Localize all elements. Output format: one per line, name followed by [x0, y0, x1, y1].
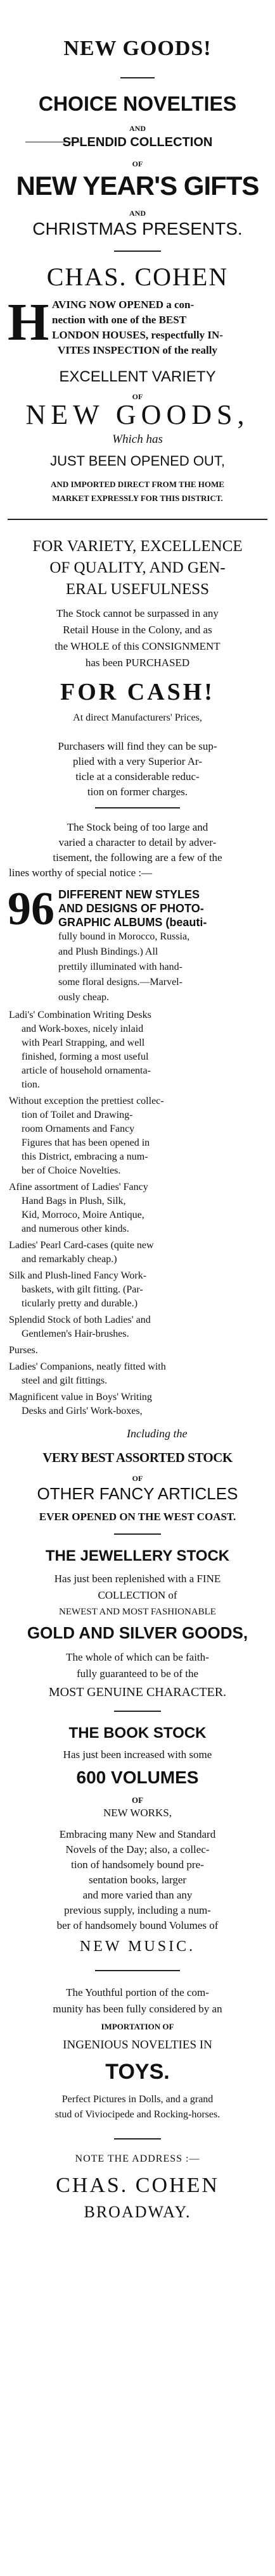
- address-name: CHAS. COHEN: [56, 2174, 219, 2197]
- manufacturer-prices: At direct Manufacturers' Prices,: [73, 712, 202, 723]
- ingenious-novelties: INGENIOUS NOVELTIES IN: [63, 2038, 212, 2052]
- item-text: Ladies' Companions, neatly fitted with: [9, 1361, 166, 1372]
- divider: [120, 77, 155, 78]
- new-goods: NEW GOODS,: [25, 399, 250, 430]
- divider: [114, 251, 161, 252]
- stock-intro: tisement, the following are a few of the: [53, 851, 222, 864]
- variety-headline: OF QUALITY, AND GEN-: [49, 559, 226, 576]
- jewellery-text: Has just been replenished with a FINE: [54, 1573, 221, 1585]
- address-note: NOTE THE ADDRESS :—: [75, 2153, 200, 2164]
- toys-text: Perfect Pictures in Dolls, and a grand: [61, 2094, 214, 2105]
- new-music: NEW MUSIC.: [79, 1938, 196, 1955]
- album-text: prettily illuminated with hand-: [58, 962, 182, 972]
- toys-text: munity has been fully considered by an: [53, 2003, 222, 2015]
- item-text: finished, forming a most useful: [22, 1051, 149, 1062]
- item-text: Purses.: [9, 1345, 38, 1356]
- intro-line-4: CHRISTMAS PRESENTS.: [32, 219, 243, 238]
- book-text: sentation books, larger: [88, 1874, 187, 1886]
- book-text: Has just been increased with some: [63, 1749, 212, 1761]
- item-text: Hand Bags in Plush, Silk,: [22, 1196, 126, 1206]
- album-text: AND DESIGNS OF PHOTO-: [58, 902, 204, 915]
- stock-intro: lines worthy of special notice :—: [9, 867, 153, 879]
- item-text: this District, embracing a num-: [22, 1151, 148, 1162]
- book-title: THE BOOK STOCK: [68, 1725, 207, 1742]
- purchasers-text: tion on former charges.: [87, 786, 188, 798]
- item-text: tion.: [22, 1079, 40, 1090]
- announcement-line: LONDON HOUSES, respectfully IN-: [52, 329, 223, 341]
- album-text: fully bound in Morocco, Russia,: [58, 931, 190, 942]
- announcement-line: nection with one of the BEST: [52, 314, 187, 326]
- other-of: OF: [132, 1474, 143, 1483]
- toys-title: TOYS.: [105, 2060, 170, 2084]
- stock-text: The Stock cannot be surpassed in any: [56, 607, 219, 619]
- book-text: tion of handsomely bound pre-: [71, 1859, 204, 1871]
- variety-headline: ERAL USEFULNESS: [65, 581, 210, 598]
- intro-line-1: CHOICE NOVELTIES: [38, 92, 237, 115]
- genuine-character: MOST GENUINE CHARACTER.: [48, 1685, 227, 1699]
- book-text: Embracing many New and Standard: [59, 1828, 216, 1840]
- book-text: previous supply, including a num-: [64, 1904, 211, 1916]
- which-has: Which has: [112, 433, 163, 446]
- drop-cap: H: [8, 293, 49, 352]
- item-text: Without exception the prettiest collec-: [9, 1096, 164, 1106]
- intro-line-3: NEW YEAR'S GIFTS: [16, 171, 259, 201]
- album-text: DIFFERENT NEW STYLES: [58, 888, 200, 901]
- variety-headline: FOR VARIETY, EXCELLENCE: [32, 538, 243, 555]
- album-text: ously cheap.: [58, 992, 109, 1003]
- item-text: Kid, Morroco, Moire Antique,: [22, 1210, 144, 1220]
- item-text: tion of Toilet and Drawing-: [22, 1110, 133, 1120]
- west-coast: EVER OPENED ON THE WEST COAST.: [39, 1511, 236, 1523]
- divider: [95, 807, 180, 808]
- imported-line: AND IMPORTED DIRECT FROM THE HOME: [51, 480, 224, 489]
- gold-silver-goods: GOLD AND SILVER GOODS,: [27, 1623, 248, 1642]
- stock-intro: varied a character to detail by adver-: [58, 836, 217, 848]
- intro-and-2: AND: [129, 209, 146, 218]
- divider: [114, 1711, 161, 1712]
- item-text: steel and gilt fittings.: [22, 1375, 108, 1386]
- purchasers-text: Purchasers will find they can be sup-: [58, 740, 217, 752]
- excellent-variety: EXCELLENT VARIETY: [59, 368, 216, 385]
- stock-text: the WHOLE of this CONSIGNMENT: [54, 640, 221, 652]
- divider: [114, 1533, 161, 1535]
- for-cash: FOR CASH!: [60, 679, 215, 705]
- item-text: Ladi's' Combination Writing Desks: [9, 1010, 151, 1020]
- item-text: with Pearl Strapping, and well: [22, 1037, 145, 1048]
- jewellery-text: The whole of which can be faith-: [66, 1651, 209, 1663]
- item-text: and remarkably cheap.): [22, 1254, 117, 1265]
- toys-text: stud of Viviocipede and Rocking-horses.: [54, 2109, 221, 2120]
- toys-text: The Youthful portion of the com-: [66, 1986, 209, 1998]
- item-text: Gentlemen's Hair-brushes.: [22, 1328, 129, 1339]
- book-of: OF: [131, 1795, 144, 1805]
- variety-of: OF: [132, 392, 143, 401]
- jewellery-text: fully guaranteed to be of the: [76, 1668, 199, 1680]
- item-text: Silk and Plush-lined Fancy Work-: [9, 1270, 147, 1281]
- announcement-line: AVING NOW OPENED a con-: [52, 299, 195, 311]
- purchasers-text: ticle at a considerable reduc-: [75, 771, 200, 783]
- imported-line: MARKET EXPRESSLY FOR THIS DISTRICT.: [52, 493, 223, 503]
- item-text: article of household ornamenta-: [22, 1065, 151, 1076]
- item-text: Ladies' Pearl Card-cases (quite new: [9, 1240, 154, 1251]
- announcement-line: VITES INSPECTION of the really: [58, 344, 217, 356]
- very-best-stock: VERY BEST ASSORTED STOCK: [42, 1450, 233, 1465]
- jewellery-text: NEWEST AND MOST FASHIONABLE: [59, 1607, 216, 1617]
- divider: [8, 519, 267, 520]
- purchasers-text: plied with a very Superior Ar-: [72, 755, 203, 767]
- book-text: Novels of the Day; also, a collec-: [65, 1843, 210, 1855]
- item-text: and numerous other kinds.: [22, 1223, 129, 1234]
- other-fancy-articles: OTHER FANCY ARTICLES: [37, 1484, 238, 1503]
- intro-and: AND: [129, 124, 146, 133]
- jewellery-text: COLLECTION of: [98, 1589, 177, 1601]
- item-text: Splendid Stock of both Ladies' and: [9, 1315, 151, 1325]
- stock-text: has been PURCHASED: [85, 657, 190, 669]
- item-text: room Ornaments and Fancy: [22, 1124, 135, 1134]
- album-text: some floral designs.—Marvel-: [58, 977, 182, 988]
- new-works: NEW WORKS,: [103, 1807, 172, 1819]
- item-text: ber of Choice Novelties.: [22, 1165, 121, 1176]
- divider: [114, 2138, 161, 2139]
- headline: NEW GOODS!: [63, 37, 212, 60]
- stock-intro: The Stock being of too large and: [67, 821, 208, 833]
- just-opened: JUST BEEN OPENED OUT,: [50, 453, 225, 469]
- album-text: and Plush Bindings.) All: [58, 946, 158, 957]
- album-count: 96: [8, 883, 54, 935]
- jewellery-title: THE JEWELLERY STOCK: [45, 1547, 230, 1564]
- book-text: ber of handsomely bound Volumes of: [56, 1919, 219, 1931]
- item-text: ticularly pretty and durable.): [22, 1298, 138, 1309]
- intro-of: OF: [132, 159, 143, 168]
- stock-text: Retail House in the Colony, and as: [63, 624, 212, 636]
- item-text: Afine assortment of Ladies' Fancy: [9, 1182, 148, 1192]
- item-text: Desks and Girls' Work-boxes,: [22, 1406, 143, 1416]
- item-text: and Work-boxes, nicely inlaid: [22, 1024, 144, 1034]
- proprietor-name: CHAS. COHEN: [46, 263, 229, 291]
- divider: [95, 1970, 180, 1971]
- item-text: Figures that has been opened in: [22, 1137, 150, 1148]
- item-text: Magnificent value in Boys' Writing: [9, 1392, 152, 1403]
- intro-line-2: SPLENDID COLLECTION: [62, 135, 213, 149]
- including-the: Including the: [127, 1427, 188, 1440]
- importation-of: IMPORTATION OF: [101, 2022, 174, 2031]
- address-street: BROADWAY.: [84, 2203, 191, 2221]
- book-text: and more varied than any: [82, 1889, 193, 1901]
- album-text: GRAPHIC ALBUMS (beauti-: [58, 916, 207, 929]
- item-text: baskets, with gilt fitting. (Par-: [22, 1284, 143, 1295]
- book-volumes: 600 VOLUMES: [76, 1768, 199, 1787]
